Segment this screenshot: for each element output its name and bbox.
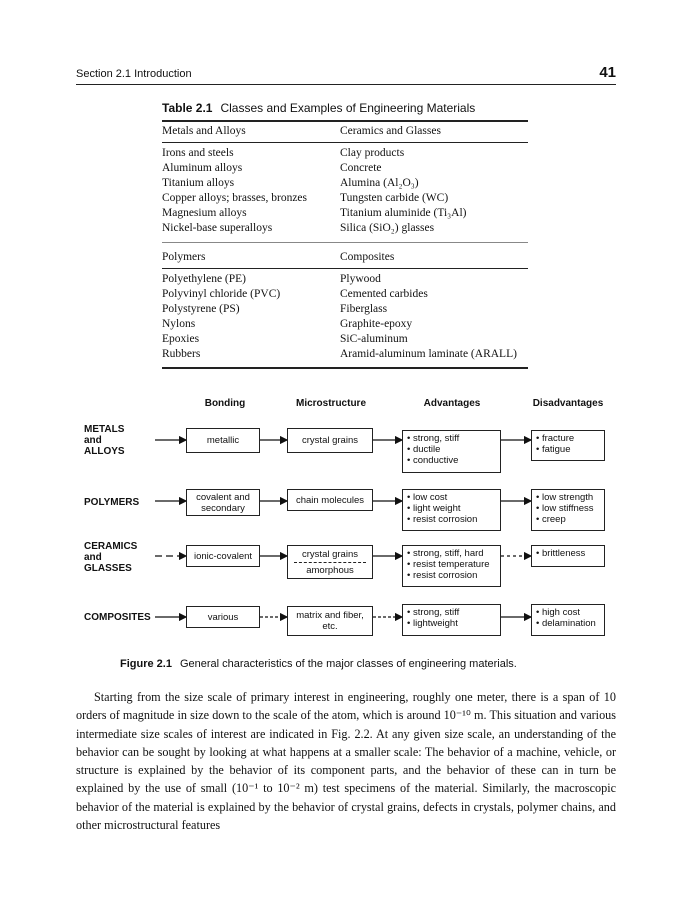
table-col-head: Metals and Alloys [162,125,246,137]
figure-caption [120,658,517,670]
body-paragraph: Starting from the size scale of primary interest in engineering, roughly one meter, there is a span of 10 orders of magnitude in size down to the scale of the atom, which is around 10⁻¹⁰ m. This situation and various intermediate size scales of interest are indicated in Fig. 2.2. At any given size scale, an understanding of the behavior can be sought by looking at what happens at a smaller scale: The behavior of a machine, vehicle, or structure is explained by the behavior of its component parts, and the behavior of these can in turn be explained by the use of small (10⁻¹ to 10⁻² m) test specimens of the material. Similarly, the macroscopic behavior of the material is explained by the behavior of crystal grains, defects in crystals, polymer chains, and other microstructural features [76,690,616,833]
list-item: • light weight [407,503,496,514]
dis-box-composites [531,604,605,636]
dis-box-polymers [531,489,605,531]
table-cell: Concrete [340,162,382,174]
list-item: • resist corrosion [407,514,496,525]
page-number: 41 [599,64,616,81]
table-col-head: Polymers [162,251,206,263]
list-item: • delamination [536,618,600,629]
row-label-polymers: POLYMERS [84,497,140,508]
bonding-box-metals: metallic [186,428,260,453]
table-cell: Tungsten carbide (WC) [340,192,449,204]
list-item: • high cost [536,607,600,618]
col-head-bonding: Bonding [204,398,246,409]
list-item: • resist temperature [407,559,496,570]
row-label-ceramics: CERAMICS and GLASSES [84,541,138,574]
table-cell: Polyvinyl chloride (PVC) [162,288,281,300]
list-item: • strong, stiff [407,607,496,618]
table-cell: Aramid-aluminum laminate (ARALL) [340,348,517,360]
table-label: Table 2.1 [162,101,213,115]
micro-box-composites: matrix and fiber, etc. [287,606,373,636]
list-item: • fracture [536,433,600,444]
list-item: • conductive [407,455,496,466]
list-item: • low cost [407,492,496,503]
figure-label: Figure 2.1 [120,658,172,670]
dashed-divider [294,562,366,563]
table-cell: Aluminum alloys [162,162,243,174]
section-title: Section 2.1 Introduction [76,68,192,80]
bonding-box-polymers: covalent and secondary [186,489,260,516]
table-cell: Plywood [340,273,381,285]
table-cell: Alumina (Al₂O₃) [340,177,419,189]
list-item: • lightweight [407,618,496,629]
adv-box-ceramics [402,545,501,587]
list-item: • low stiffness [536,503,600,514]
table-col-head: Composites [340,251,395,263]
table-title: Classes and Examples of Engineering Materials [220,101,476,115]
row-label-metals: METALS and ALLOYS [84,424,125,457]
table-cell: Titanium alloys [162,177,235,189]
table-cell: Titanium aluminide (Ti₃Al) [340,207,467,219]
table-cell: Silica (SiO₂) glasses [340,222,435,234]
table-cell: Polystyrene (PS) [162,303,240,315]
table-cell: Magnesium alloys [162,207,247,219]
figure-caption-text: General characteristics of the major classes of engineering materials. [179,658,517,670]
list-item: • fatigue [536,444,600,455]
table-cell: SiC-aluminum [340,333,408,345]
table-cell: Nickel-base superalloys [162,222,273,234]
col-head-advantages: Advantages [423,398,481,409]
list-item: • ductile [407,444,496,455]
col-head-microstructure: Microstructure [295,398,366,409]
table-col-head: Ceramics and Glasses [340,125,441,137]
micro-amorphous: amorphous [306,564,354,576]
micro-box-metals: crystal grains [287,428,373,453]
micro-crystal-grains: crystal grains [302,548,358,560]
table-cell: Irons and steels [162,147,234,159]
list-item: • low strength [536,492,600,503]
list-item: • strong, stiff, hard [407,548,496,559]
table-cell: Clay products [340,147,405,159]
adv-box-composites [402,604,501,636]
list-item: • resist corrosion [407,570,496,581]
table-cell: Polyethylene (PE) [162,273,246,285]
adv-box-metals [402,430,501,473]
table-cell: Rubbers [162,348,201,360]
table-cell: Nylons [162,318,196,330]
col-head-disadvantages: Disadvantages [532,398,604,409]
bonding-box-ceramics: ionic-covalent [186,545,260,567]
table-cell: Epoxies [162,333,200,345]
micro-box-polymers: chain molecules [287,489,373,511]
table-cell: Copper alloys; brasses, bronzes [162,192,307,204]
list-item: • strong, stiff [407,433,496,444]
adv-box-polymers [402,489,501,531]
list-item: • brittleness [536,548,600,559]
dis-box-metals [531,430,605,461]
table-cell: Graphite-epoxy [340,318,413,330]
bonding-box-composites: various [186,606,260,628]
list-item: • creep [536,514,600,525]
table-cell: Cemented carbides [340,288,428,300]
table-cell: Fiberglass [340,303,388,315]
dis-box-ceramics [531,545,605,567]
micro-box-ceramics [287,545,373,579]
row-label-composites: COMPOSITES [84,612,151,623]
